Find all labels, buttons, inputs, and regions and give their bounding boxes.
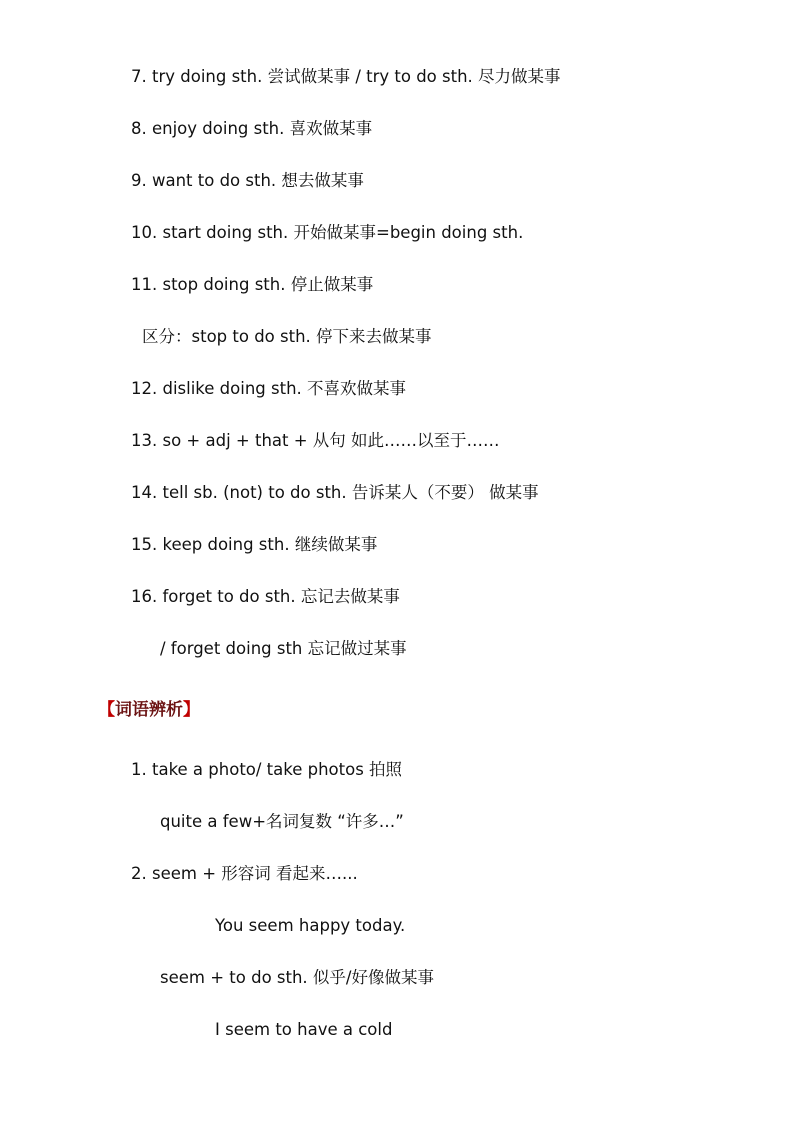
list-item-12: 12. dislike doing sth. 不喜欢做某事 (131, 379, 407, 398)
list-item-14: 14. tell sb. (not) to do sth. 告诉某人（不要） 做某事 (131, 483, 539, 502)
list-item-16: 16. forget to do sth. 忘记去做某事 (131, 587, 400, 606)
list-item-11-note: 区分：stop to do sth. 停下来去做某事 (142, 327, 432, 346)
heading-bracket-open: 【 (98, 700, 115, 720)
vocab-item-1: 1. take a photo/ take photos 拍照 (131, 760, 403, 779)
list-item-9: 9. want to do sth. 想去做某事 (131, 171, 364, 190)
heading-bracket-close: 】 (183, 700, 200, 720)
list-item-13: 13. so + adj + that + 从句 如此……以至于…… (131, 431, 500, 450)
list-item-7: 7. try doing sth. 尝试做某事 / try to do sth. 尽力做某事 (131, 67, 561, 86)
vocab-item-2-usage-example: I seem to have a cold (215, 1020, 393, 1039)
vocab-item-1-note: quite a few+名词复数 “许多…” (160, 812, 404, 831)
list-item-15: 15. keep doing sth. 继续做某事 (131, 535, 378, 554)
list-item-10: 10. start doing sth. 开始做某事=begin doing sth. (131, 223, 524, 242)
vocab-item-2: 2. seem + 形容词 看起来…... (131, 864, 358, 883)
list-item-16-alt: / forget doing sth 忘记做过某事 (160, 639, 407, 658)
vocab-item-2-usage: seem + to do sth. 似乎/好像做某事 (160, 968, 434, 987)
list-item-8: 8. enjoy doing sth. 喜欢做某事 (131, 119, 373, 138)
heading-title: 词语辨析 (115, 700, 183, 720)
section-heading (98, 699, 200, 721)
list-item-11: 11. stop doing sth. 停止做某事 (131, 275, 374, 294)
vocab-item-2-example: You seem happy today. (215, 916, 406, 935)
